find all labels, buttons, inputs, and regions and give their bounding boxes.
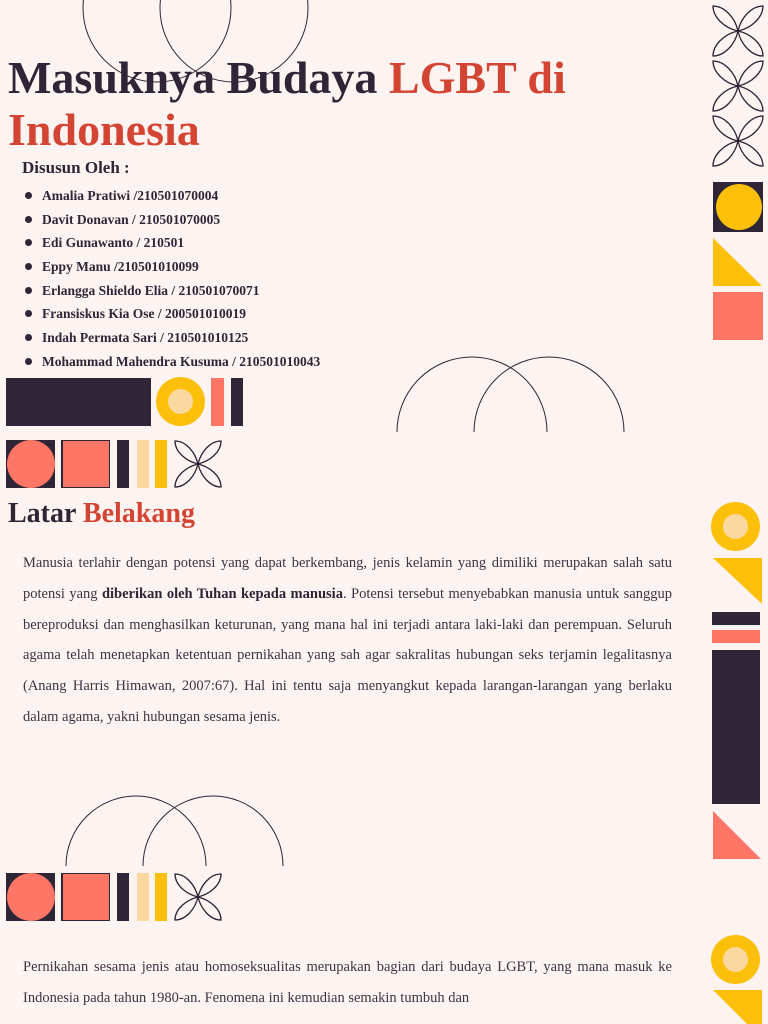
deco-salmon-circle-2 — [7, 873, 55, 921]
paragraph-1-text-b: . Potensi tersebut menyebabkan manusia untuk sanggup bereproduksi dan menghasilkan keturunan, yang mana hal ini terjadi antara laki-laki dan perempuan. Seluruh agama telah menetapkan ketentuan pernikahan yang sah agar sakralitas hubungan seks terjamin legalitasnya (Anang Harris Himawan, 2007:67). Hal ini tentu saja menyangkut kepada larangan-larangan yang berlaku dalam agama, yakni hubungan sesama jenis. — [23, 585, 672, 725]
right-salmon-bar — [712, 630, 760, 643]
list-item: Mohammad Mahendra Kusuma / 210501010043 — [24, 350, 320, 374]
right-ring-center-1 — [723, 514, 748, 539]
deco-dark-stripe-2 — [117, 440, 129, 488]
title-part2: LGBT di — [388, 52, 566, 103]
paragraph-2: Pernikahan sesama jenis atau homoseksualitas merupakan bagian dari budaya LGBT, yang mana masuk ke Indonesia pada tahun 1980-an. Fenomena ini kemudian semakin tumbuh dan — [23, 959, 672, 1006]
member-list — [24, 184, 320, 374]
paragraph-1 — [23, 548, 672, 733]
deco-pale-stripe-2 — [137, 873, 149, 921]
title-part3: Indonesia — [8, 104, 200, 155]
paragraph-1-bold: diberikan oleh Tuhan kepada manusia — [101, 585, 343, 602]
section-heading — [8, 498, 195, 530]
deco-salmon-square-2 — [63, 874, 109, 920]
section-heading-part2: Belakang — [82, 498, 195, 529]
deco-dark-bar — [6, 378, 151, 426]
deco-pale-stripe-1 — [137, 440, 149, 488]
deco-yellow-stripe-1 — [155, 440, 167, 488]
list-item: Eppy Manu /210501010099 — [24, 255, 320, 279]
list-item: Davit Donavan / 210501070005 — [24, 208, 320, 232]
list-item: Fransiskus Kia Ose / 200501010019 — [24, 302, 320, 326]
list-item: Erlangga Shieldo Elia / 210501070071 — [24, 279, 320, 303]
deco-salmon-square-1 — [63, 441, 109, 487]
list-item: Edi Gunawanto / 210501 — [24, 231, 320, 255]
list-item: Amalia Pratiwi /210501070004 — [24, 184, 320, 208]
right-ring-center-2 — [723, 947, 748, 972]
deco-salmon-stripe — [211, 378, 224, 426]
author-heading: Disusun Oleh : — [22, 158, 130, 177]
deco-dark-stripe — [231, 378, 243, 426]
right-salmon-square — [713, 292, 763, 340]
page-title — [8, 52, 708, 156]
deco-ring-center — [168, 389, 193, 414]
title-part1: Masuknya Budaya — [8, 52, 389, 103]
right-dark-bar-top — [712, 612, 760, 625]
deco-salmon-circle-1 — [7, 440, 55, 488]
deco-dark-stripe-3 — [117, 873, 129, 921]
section-heading-part1: Latar — [8, 498, 83, 529]
right-dark-bar-tall — [712, 650, 760, 804]
right-yellow-circle — [716, 184, 762, 230]
deco-yellow-stripe-2 — [155, 873, 167, 921]
paragraph-1-text-a: Manusia terlahir dengan potensi yang dapat berkembang, jenis kelamin yang dimiliki merupakan salah satu potensi yang — [23, 555, 672, 602]
list-item: Indah Permata Sari / 210501010125 — [24, 326, 320, 350]
